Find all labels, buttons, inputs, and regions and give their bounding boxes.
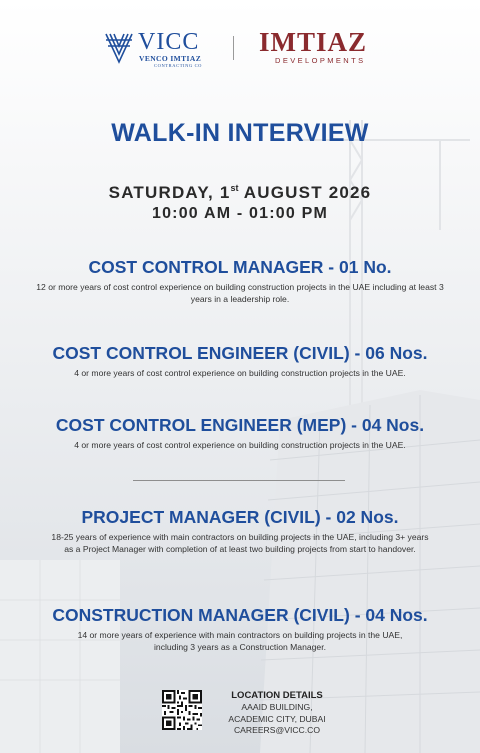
job-description: 4 or more years of cost control experience on building construction projects in the UAE. [74,368,406,378]
section-divider [133,480,345,481]
vicc-logo-icon [104,30,134,66]
logo-divider [233,36,234,60]
careers-email[interactable]: CAREERS@VICC.CO [233,725,321,735]
location-title: LOCATION DETAILS [231,690,323,701]
job-description: 12 or more years of cost control experience on building construction projects in the UAE including at least 3 years in a leadership role. [36,282,444,304]
imtiaz-subtitle: DEVELOPMENTS [275,56,366,65]
job-listing [20,506,460,555]
date-prefix: SATURDAY, 1 [108,183,231,202]
job-title: COST CONTROL MANAGER - 01 No. [88,257,392,277]
job-title: COST CONTROL ENGINEER (MEP) - 04 Nos. [55,415,425,435]
vicc-logo [104,30,214,70]
vicc-subtitle: VENCO IMTIAZ [139,54,202,63]
job-description: 14 or more years of experience with main contractors on building projects in the UAE, including 3 years as a Construction Manager. [77,630,403,652]
job-listing [20,604,460,653]
job-description: 18-25 years of experience with main contractors on building projects in the UAE, including 3+ years as a Project Manager with completion of at least two building projects from start to handover. [51,532,429,554]
vicc-subtitle-small: CONTRACTING CO [154,63,203,68]
job-title: COST CONTROL ENGINEER (CIVIL) - 06 Nos. [52,343,428,363]
location-details [222,690,332,737]
job-title: CONSTRUCTION MANAGER (CIVIL) - 04 Nos. [52,605,428,625]
job-listing [20,342,460,380]
date-ordinal: st [230,183,239,193]
vicc-wordmark: VICC [138,29,200,55]
page-title: WALK-IN INTERVIEW [111,119,369,147]
imtiaz-wordmark: IMTIAZ [259,27,368,57]
interview-time: 10:00 AM - 01:00 PM [151,205,329,222]
date-rest: AUGUST 2026 [238,183,372,202]
job-listing [20,414,460,452]
job-description: 4 or more years of cost control experience on building construction projects in the UAE. [74,440,406,450]
interview-date [0,178,480,203]
location-address-2: ACADEMIC CITY, DUBAI [228,713,326,724]
qr-code-icon[interactable] [162,690,202,730]
job-title: PROJECT MANAGER (CIVIL) - 02 Nos. [81,507,399,527]
location-address-1: AAAID BUILDING, [241,702,313,712]
job-listing [20,256,460,305]
imtiaz-logo [259,28,381,68]
